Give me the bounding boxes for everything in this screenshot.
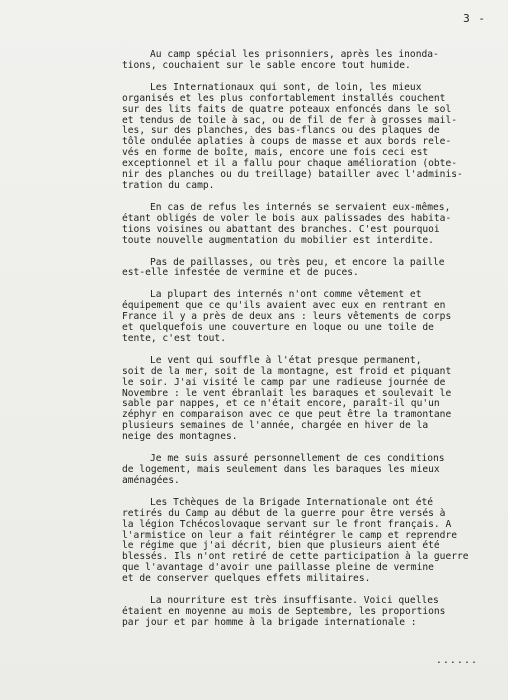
paragraph (122, 498, 494, 585)
text-line: et tendus de toile à sac, ou de fil de fer à grosses mail- (122, 114, 458, 126)
text-line: et quelquefois une couverture en loque ou une toile de (122, 322, 434, 334)
text-line: sable par nappes, et ce n'était encore, paraît-il qu'un (122, 398, 440, 410)
paragraph (122, 203, 494, 247)
paragraph (122, 356, 494, 443)
text-line: Le vent qui souffle à l'état presque permanent, (150, 354, 422, 366)
text-line: l'armistice on leur a fait réintégrer le camp et reprendre (122, 529, 458, 541)
continuation-mark: ...... (435, 655, 478, 666)
paragraph (122, 83, 494, 192)
text-line: La plupart des internés n'ont comme vêtement et (150, 289, 422, 301)
text-line: aménagées. (122, 474, 180, 486)
text-line: France il y a près de deux ans : leurs vêtements de corps (122, 311, 452, 323)
text-line: étant obligés de voler le bois aux palissades des habita- (122, 212, 452, 224)
text-line: étaient en moyenne au mois de Septembre, les proportions (122, 605, 446, 617)
text-line: équipement que ce qu'ils avaient avec eux en rentrant en (122, 300, 446, 312)
text-line: le régime que j'ai décrit, bien que plusieurs aient été (122, 540, 440, 552)
text-line: vés en forme de boîte, mais, encore une fois ceci est (122, 147, 429, 159)
paragraph (122, 596, 494, 629)
text-line: retirés du Camp au début de la guerre pour être versés à (122, 507, 446, 519)
text-line: Au camp spécial les prisonniers, après les inonda- (150, 49, 439, 60)
text-line: zéphyr en comparaison avec ce que peut être la tramontane (122, 409, 452, 421)
text-line: est-elle infestée de vermine et de puces. (122, 267, 359, 279)
text-line: blessés. Ils n'ont retiré de cette participation à la guerre (122, 551, 469, 563)
paragraph (122, 258, 494, 280)
text-line: Novembre : le vent ébranlait les baraques et soulevait le (122, 387, 452, 399)
text-line: En cas de refus les internés se servaient eux-mêmes, (150, 201, 451, 213)
text-line: tions, couchaient sur le sable encore tout humide. (122, 59, 411, 71)
body-text (122, 50, 494, 640)
text-line: Les Tchèques de la Brigade Internationale ont été (150, 496, 434, 508)
text-line: tration du camp. (122, 179, 215, 191)
text-line: que l'avantage d'avoir une paillasse pleine de vermine (122, 562, 434, 574)
paragraph (122, 454, 494, 487)
text-line: tions voisines ou abattant des branches. C'est pourquoi (122, 223, 440, 235)
page-number: 3 - (463, 12, 486, 25)
text-line: organisés et les plus confortablement installés couchent (122, 92, 446, 104)
text-line: par jour et par homme à la brigade internationale : (122, 616, 417, 628)
text-line: les, sur des planches, des bas-flancs ou des plaques de (122, 125, 440, 137)
text-line: plusieurs semaines de l'année, chargée en hiver de la (122, 420, 429, 432)
paragraph (122, 290, 494, 345)
text-line: Je me suis assuré personnellement de ces conditions (150, 453, 445, 465)
text-line: Pas de paillasses, ou très peu, et encore la paille (150, 256, 445, 268)
text-line: neige des montagnes. (122, 431, 238, 443)
text-line: tente, c'est tout. (122, 332, 226, 344)
text-line: tôle ondulée aplaties à coups de masse et aux bords rele- (122, 136, 452, 148)
text-line: exceptionnel et il a fallu pour chaque amélioration (obte- (122, 158, 458, 170)
text-line: le soir. J'ai visité le camp par une radieuse journée de (122, 376, 446, 388)
text-line: La nourriture est très insuffisante. Voici quelles (150, 595, 439, 607)
text-line: sur des lits faits de quatre poteaux enfoncés dans le sol (122, 103, 452, 115)
text-line: soit de la mer, soit de la montagne, est froid et piquant (122, 365, 452, 377)
text-line: Les Internationaux qui sont, de loin, les mieux (150, 81, 422, 93)
text-line: et de conserver quelques effets militaires. (122, 573, 371, 585)
text-line: toute nouvelle augmentation du mobilier est interdite. (122, 234, 434, 246)
paragraph (122, 50, 494, 72)
text-line: la légion Tchécoslovaque servant sur le front français. A (122, 518, 452, 530)
text-line: de logement, mais seulement dans les baraques les mieux (122, 464, 440, 475)
text-line: nir des planches ou du treillage) batailler avec l'adminis- (122, 169, 463, 181)
